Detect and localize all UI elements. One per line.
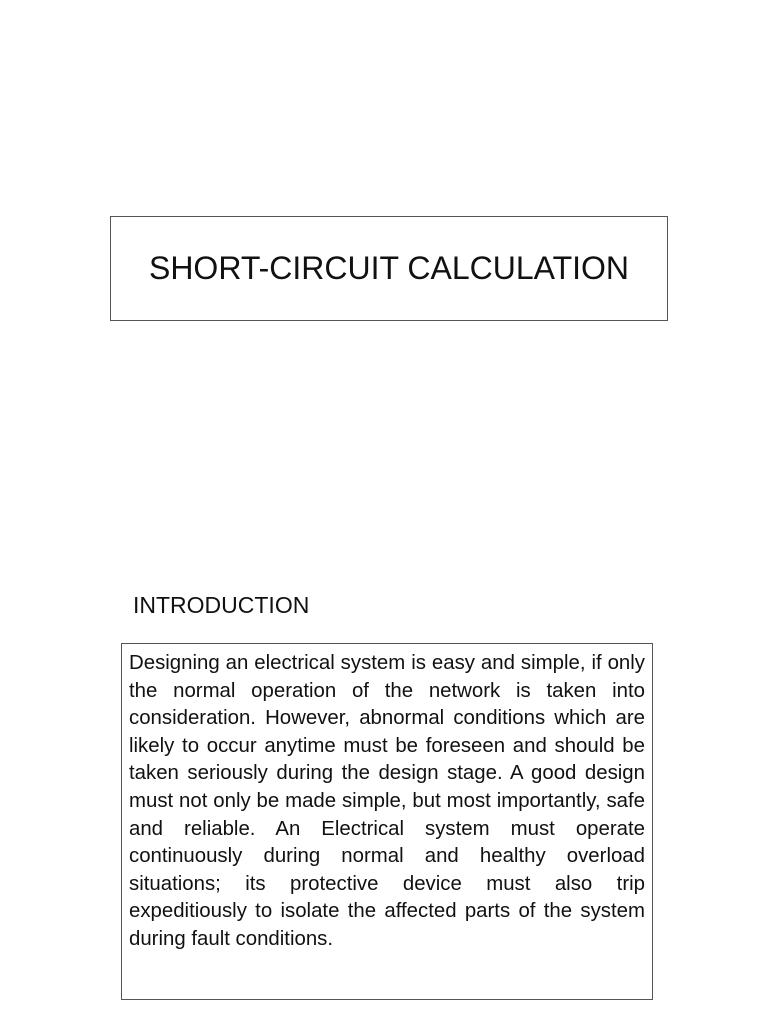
intro-paragraph: Designing an electrical system is easy and simple, if only the normal operation of the network is taken into consideration. However, abnormal conditions which are likely to occur anytime must be foreseen and should be taken seriously during the design stage. A good design must not only be made simple, but most importantly, safe and reliable. An Electrical system must operate continuously during normal and healthy overload situations; its protective device must also trip expeditiously to isolate the affected parts of the system during fault conditions.	[129, 652, 645, 950]
section-heading: INTRODUCTION	[133, 592, 310, 618]
page-title: SHORT-CIRCUIT CALCULATION	[148, 250, 630, 286]
title-box	[110, 216, 668, 321]
intro-box	[121, 643, 653, 1000]
